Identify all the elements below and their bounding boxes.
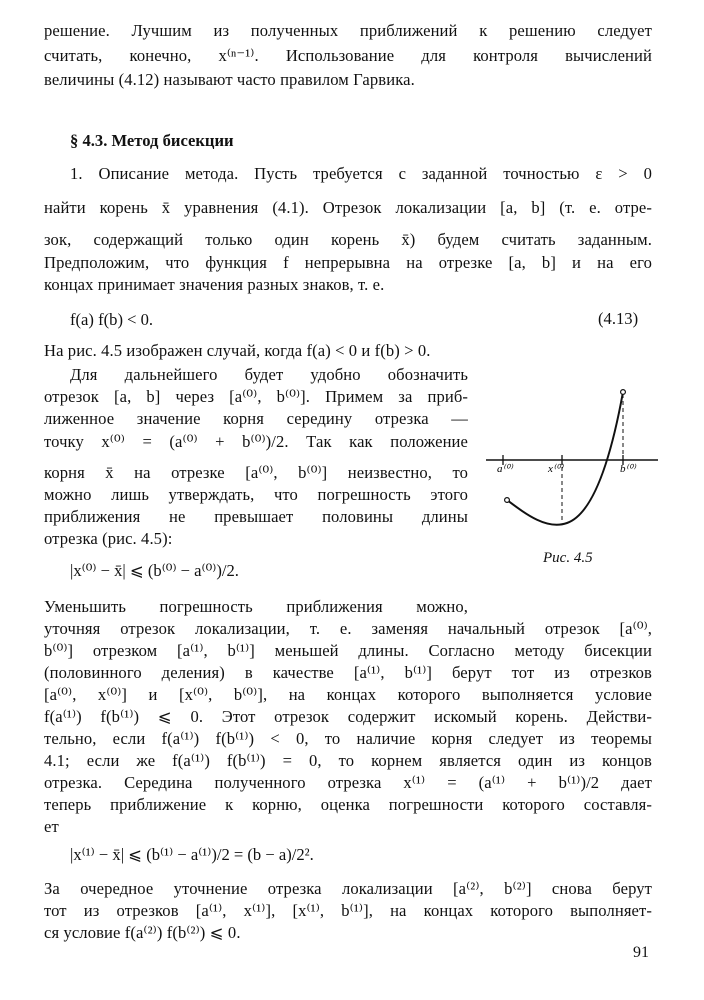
text-line-8: концах принимает значения разных знаков, т. е. bbox=[44, 275, 385, 294]
text-line-5: найти корень x̄ уравнения (4.1). Отрезок локализации [a, b] (т. е. отре- bbox=[44, 198, 652, 217]
text-line-2: считать, конечно, x⁽ⁿ⁻¹⁾. Использование для контроля вычислений bbox=[44, 46, 652, 65]
text-line-4: 1. Описание метода. Пусть требуется с заданной точностью ε > 0 bbox=[70, 164, 652, 183]
text-line-1: решение. Лучшим из полученных приближений к решению следует bbox=[44, 21, 652, 40]
text-line-24: тельно, если f(a⁽¹⁾) f(b⁽¹⁾) < 0, то наличие корня следует из теоремы bbox=[44, 729, 652, 748]
text-line-26: отрезка. Середина полученного отрезка x⁽¹⁾ = (a⁽¹⁾ + b⁽¹⁾)/2 дает bbox=[44, 773, 652, 792]
equation-4-13: f(a) f(b) < 0. bbox=[70, 310, 154, 329]
function-curve bbox=[507, 392, 623, 525]
figure-4-5-bisection-plot bbox=[482, 380, 662, 540]
text-line-23: f(a⁽¹⁾) f(b⁽¹⁾) ⩽ 0. Этот отрезок содержит искомый корень. Действи- bbox=[44, 707, 652, 726]
text-line-25: 4.1; если же f(a⁽¹⁾) f(b⁽¹⁾) = 0, то корнем является один из концов bbox=[44, 751, 652, 770]
curve-end-point bbox=[621, 390, 626, 395]
text-line-18: Уменьшить погрешность приближения можно, bbox=[44, 597, 468, 616]
label-b0: b⁽⁰⁾ bbox=[620, 463, 636, 475]
text-line-19: уточняя отрезок локализации, т. е. заменяя начальный отрезок [a⁽⁰⁾, bbox=[44, 619, 652, 638]
figure-caption: Рис. 4.5 bbox=[543, 550, 593, 566]
section-heading: § 4.3. Метод бисекции bbox=[70, 131, 234, 150]
text-line-9: На рис. 4.5 изображен случай, когда f(a) < 0 и f(b) > 0. bbox=[44, 341, 431, 360]
text-line-3: величины (4.12) называют часто правилом Гарвика. bbox=[44, 70, 415, 89]
text-line-17: отрезка (рис. 4.5): bbox=[44, 529, 173, 548]
label-x0: x⁽⁰⁾ bbox=[548, 463, 563, 475]
page-number: 91 bbox=[633, 944, 649, 961]
label-a0: a⁽⁰⁾ bbox=[497, 463, 513, 475]
text-line-31: ся условие f(a⁽²⁾) f(b⁽²⁾) ⩽ 0. bbox=[44, 923, 241, 942]
error-estimate-1: |x⁽¹⁾ − x̄| ⩽ (b⁽¹⁾ − a⁽¹⁾)/2 = (b − a)/2². bbox=[70, 845, 314, 864]
text-line-6: зок, содержащий только один корень x̄) будем считать заданным. bbox=[44, 230, 652, 249]
text-line-21: (половинного деления) в качестве [a⁽¹⁾, b⁽¹⁾] берут тот из отрезков bbox=[44, 663, 652, 682]
text-line-10: Для дальнейшего будет удобно обозначить bbox=[70, 365, 468, 384]
text-line-28: ет bbox=[44, 817, 59, 836]
text-line-22: [a⁽⁰⁾, x⁽⁰⁾] и [x⁽⁰⁾, b⁽⁰⁾], на концах которого выполняется условие bbox=[44, 685, 652, 704]
text-line-15: можно лишь утверждать, что погрешность этого bbox=[44, 485, 468, 504]
text-line-14: корня x̄ на отрезке [a⁽⁰⁾, b⁽⁰⁾] неизвестно, то bbox=[44, 463, 468, 482]
text-line-16: приближения не превышает половины длины bbox=[44, 507, 468, 526]
equation-number: (4.13) bbox=[598, 309, 639, 328]
error-estimate-0: |x⁽⁰⁾ − x̄| ⩽ (b⁽⁰⁾ − a⁽⁰⁾)/2. bbox=[70, 561, 239, 580]
text-line-20: b⁽⁰⁾] отрезком [a⁽¹⁾, b⁽¹⁾] меньшей длины. Согласно методу бисекции bbox=[44, 641, 652, 660]
text-line-7: Предположим, что функция f непрерывна на отрезке [a, b] и на его bbox=[44, 253, 652, 272]
text-line-11: отрезок [a, b] через [a⁽⁰⁾, b⁽⁰⁾]. Примем за приб- bbox=[44, 387, 468, 406]
text-line-12: лиженное значение корня середину отрезка — bbox=[44, 409, 468, 428]
curve-start-point bbox=[505, 498, 510, 503]
text-line-27: теперь приближение к корню, оценка погрешности которого составля- bbox=[44, 795, 652, 814]
text-line-13: точку x⁽⁰⁾ = (a⁽⁰⁾ + b⁽⁰⁾)/2. Так как положение bbox=[44, 432, 468, 451]
text-line-30: тот из отрезков [a⁽¹⁾, x⁽¹⁾], [x⁽¹⁾, b⁽¹⁾], на концах которого выполняет- bbox=[44, 901, 652, 920]
text-line-29: За очередное уточнение отрезка локализации [a⁽²⁾, b⁽²⁾] снова берут bbox=[44, 879, 652, 898]
